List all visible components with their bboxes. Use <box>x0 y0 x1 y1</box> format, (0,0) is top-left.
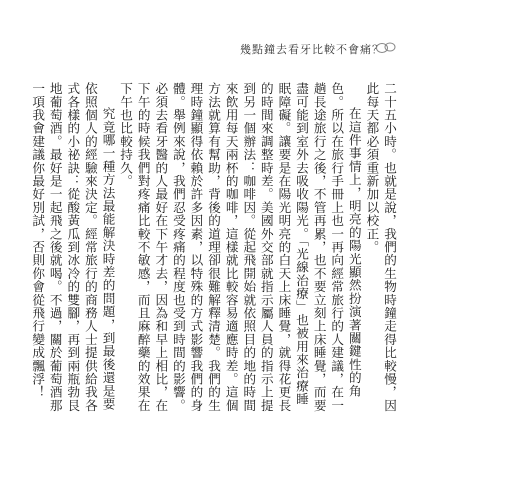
running-head: 幾點鐘去看牙比較不會痛？ <box>240 43 384 56</box>
paragraph: 究竟哪一種方法最能解決時差的問題，到最後還是要依照個人的經驗來決定。經常旅行的商務人士提供給我各式各樣的小祕訣：從酸黃瓜到冰冷的雙腳，再到兩瓶勃艮地葡萄酒。最好是一起飛之後就喝。不過，關於葡萄酒那一項我會建議你最好別試，否則你會從飛行變成飄浮！ <box>30 82 116 412</box>
body-text <box>29 82 398 412</box>
ornament-icon <box>375 40 397 59</box>
paragraph: 在這件事情上，明亮的陽光顯然扮演著關鍵性的角色。所以在旅行手冊上也一再向經常旅行的人建議，在一趟長途旅行之後，不管再累，也不要立刻上床睡覺，而要盡可能到室外去吸收陽光。「光線治療」也被用來治療睡眠障礙。讓要是在陽光明亮的白天上床睡覺，就得花更長的時間來調整時差。美國外交部就指示屬人員的指示上提到另一個辦法：咖啡因。從起飛開始就依照目的地的時間來飲用每天兩杯的咖啡，這樣就比較容易適應時差。這個方法就算有幫助，背後的道理卻很難解釋清楚。我們的生理時鐘顯得依賴於許多因素，以特殊的方式影響我們的身體。舉例來說，我們忍受疼痛的程度也受到時間的影響。必須去看牙醫的人最好在下午才去，因為和早上相比，在下午的時候我們對疼痛比較不敏感，而且麻醉藥的效果在下午也比較持久。 <box>118 82 362 412</box>
paragraph: 二十五小時。也就是說，我們的生物時鐘走得比較慢，因此每天都必須重新加以校正。 <box>364 82 397 412</box>
